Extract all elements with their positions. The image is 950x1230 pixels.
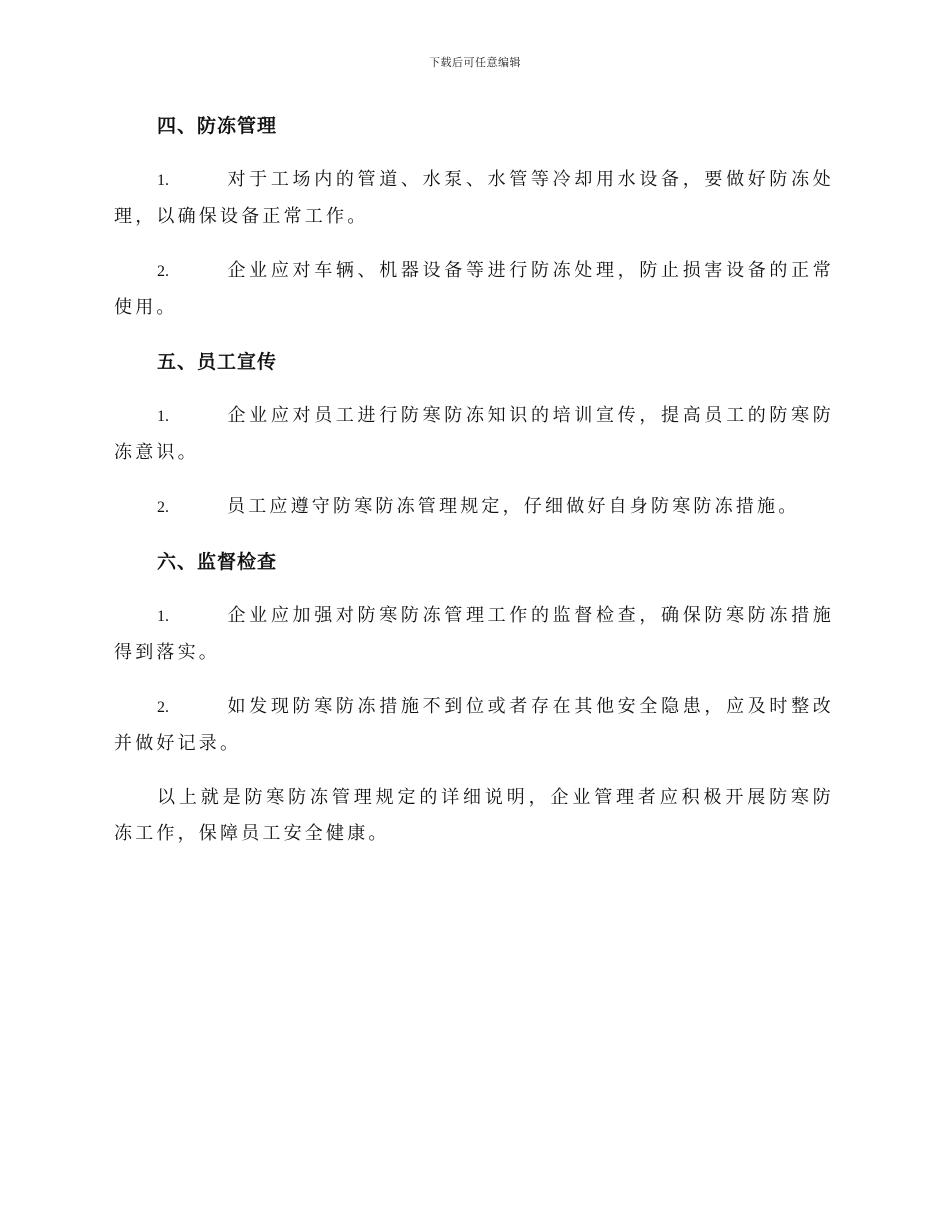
list-item bbox=[114, 253, 834, 326]
item-number: 2. bbox=[157, 699, 169, 716]
item-text: 如发现防寒防冻措施不到位或者存在其他安全隐患，应及时整改并做好记录。 bbox=[114, 696, 834, 754]
list-item bbox=[114, 598, 834, 671]
section-supervision bbox=[114, 544, 834, 780]
item-number: 1. bbox=[157, 172, 169, 189]
list-item bbox=[114, 689, 834, 762]
item-text: 员工应遵守防寒防冻管理规定，仔细做好自身防寒防冻措施。 bbox=[227, 496, 800, 517]
item-text: 企业应对员工进行防寒防冻知识的培训宣传，提高员工的防寒防冻意识。 bbox=[114, 405, 834, 463]
item-number: 2. bbox=[157, 499, 169, 516]
section-heading: 六、监督检查 bbox=[157, 551, 278, 573]
section-heading: 四、防冻管理 bbox=[157, 115, 278, 137]
section-staff-publicity bbox=[114, 344, 834, 544]
list-item bbox=[114, 162, 834, 235]
header-note: 下载后可任意编辑 bbox=[429, 56, 521, 69]
item-text: 企业应对车辆、机器设备等进行防冻处理，防止损害设备的正常使用。 bbox=[114, 260, 834, 318]
item-text: 对于工场内的管道、水泵、水管等冷却用水设备，要做好防冻处理，以确保设备正常工作。 bbox=[114, 169, 834, 227]
item-number: 1. bbox=[157, 408, 169, 425]
section-antifreeze bbox=[114, 108, 834, 344]
section-heading: 五、员工宣传 bbox=[157, 351, 278, 373]
item-text: 企业应加强对防寒防冻管理工作的监督检查，确保防寒防冻措施得到落实。 bbox=[114, 605, 834, 663]
closing-paragraph: 以上就是防寒防冻管理规定的详细说明，企业管理者应积极开展防寒防冻工作，保障员工安全健康。 bbox=[114, 787, 834, 844]
document-body bbox=[114, 108, 834, 852]
item-number: 1. bbox=[157, 608, 169, 625]
item-number: 2. bbox=[157, 263, 169, 280]
list-item bbox=[114, 489, 834, 526]
list-item bbox=[114, 398, 834, 471]
